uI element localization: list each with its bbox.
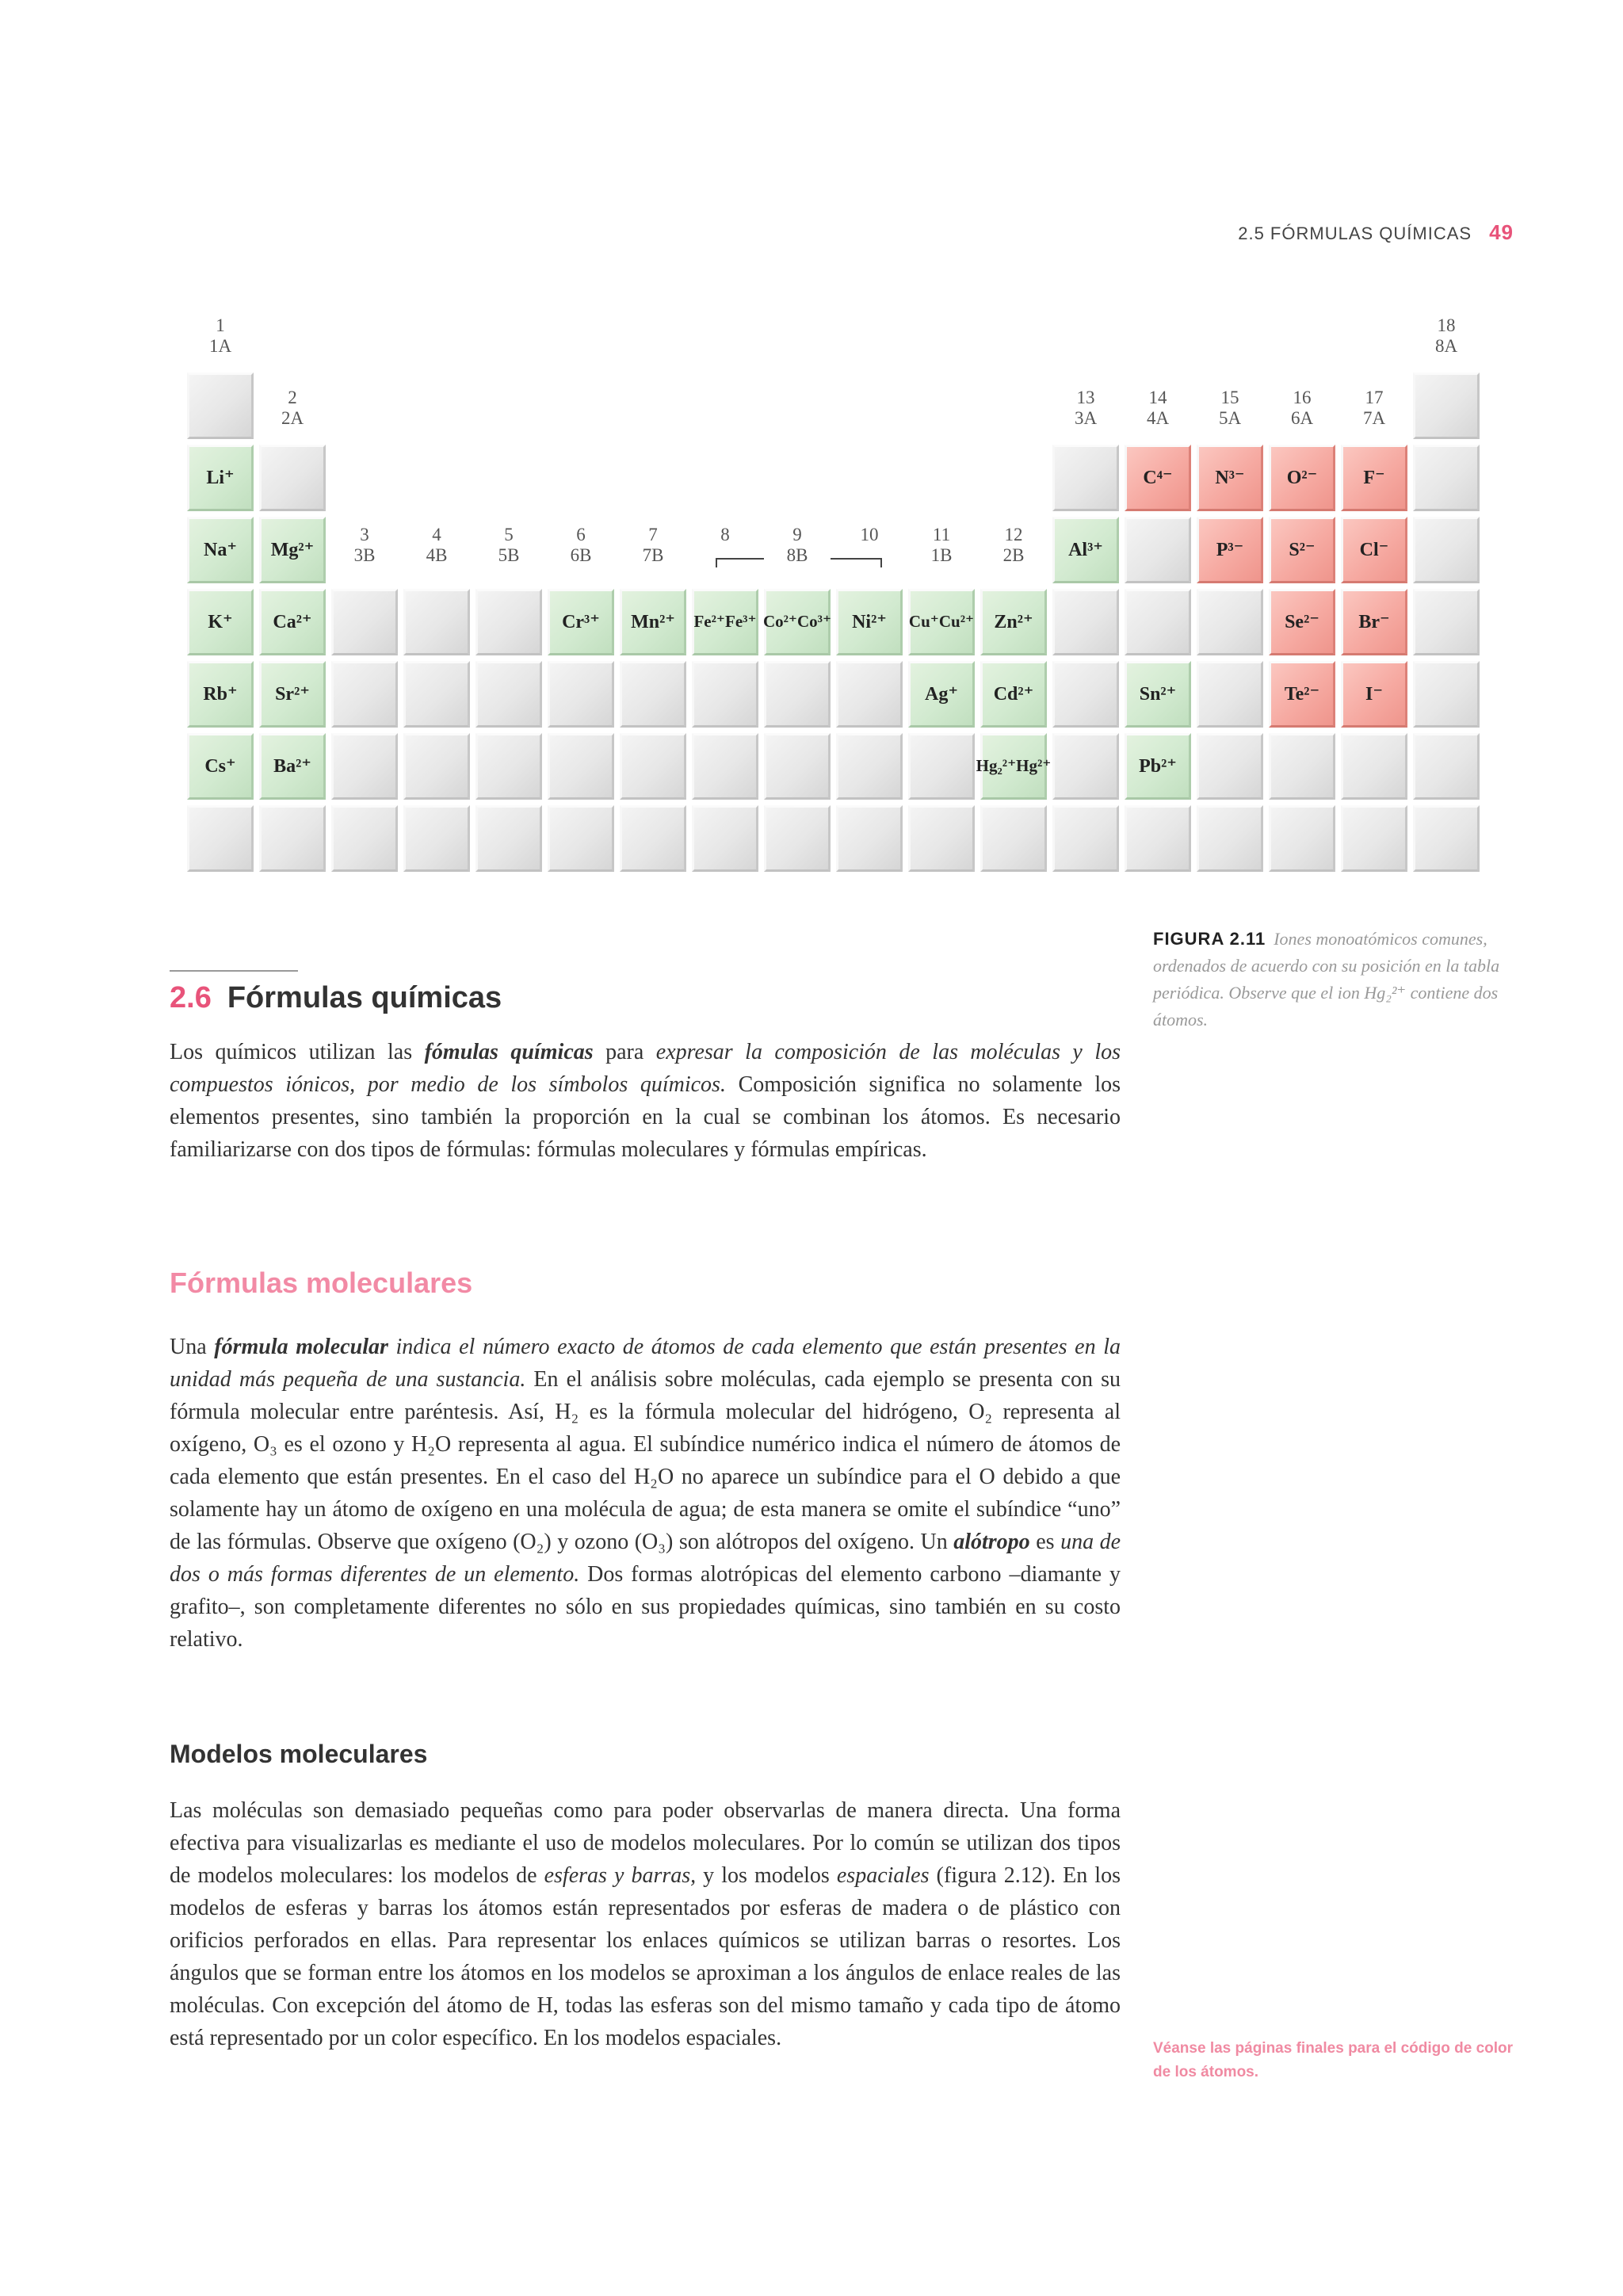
group-number: 14 xyxy=(1148,388,1167,407)
ion-cell-n xyxy=(1197,445,1263,511)
ion-symbol: Zn²⁺ xyxy=(994,611,1033,632)
element-cell-empty xyxy=(836,733,903,800)
ion-symbol: Co³⁺ xyxy=(797,612,832,632)
ion-symbol: Mn²⁺ xyxy=(631,611,675,632)
group-label-1 xyxy=(187,315,254,357)
ion-symbol: Ba²⁺ xyxy=(273,755,311,777)
group-number: 2 xyxy=(288,388,297,407)
group-number: 10 xyxy=(860,525,879,544)
ion-cell-cr xyxy=(548,589,614,655)
section-title: Fórmulas químicas xyxy=(227,981,502,1014)
element-cell-empty xyxy=(1413,733,1480,800)
group-label-6 xyxy=(548,525,614,567)
element-cell-empty xyxy=(620,661,686,728)
text-run: Las moléculas son demasiado pequeñas como para poder observarlas de manera directa. Una forma efectiva para visualizarlas es mediante el uso de modelos moleculares. Por lo común se utilizan dos tipos de modelos moleculares: los modelos de xyxy=(170,1798,1121,1888)
ion-symbol: Cd²⁺ xyxy=(993,683,1034,705)
group-family: 3B xyxy=(353,545,376,566)
group-family: 2A xyxy=(281,408,304,429)
ion-symbol: Al³⁺ xyxy=(1068,539,1103,560)
group-number: 18 xyxy=(1437,315,1456,335)
element-cell-empty xyxy=(908,733,975,800)
element-cell-empty xyxy=(331,733,398,800)
ion-cell-cl xyxy=(1341,517,1407,583)
subsection-heading-molecular: Fórmulas moleculares xyxy=(170,1266,473,1299)
ion-cell-ca xyxy=(259,589,326,655)
group-number: 3 xyxy=(360,525,369,544)
group-family: 8A xyxy=(1434,336,1458,357)
element-cell-empty xyxy=(475,661,542,728)
text-run: Los químicos utilizan las xyxy=(170,1040,425,1064)
group-number: 17 xyxy=(1365,388,1384,407)
group-number: 6 xyxy=(576,525,586,544)
group-number: 15 xyxy=(1220,388,1239,407)
element-cell-empty xyxy=(548,805,614,872)
ion-cell-i xyxy=(1341,661,1407,728)
group-label-12 xyxy=(980,525,1047,567)
ion-cell-c xyxy=(1125,445,1191,511)
ion-symbol: Cu²⁺ xyxy=(938,612,975,632)
figure-caption-text: Iones monoatómicos comunes, ordenados de acuerdo con su posición en la tabla periódica. Observe que el ion Hg₂²⁺ contiene dos átomos. xyxy=(1153,929,1500,1030)
ion-cell-sr xyxy=(259,661,326,728)
group-label-14 xyxy=(1125,388,1191,430)
ion-cell-ba xyxy=(259,733,326,800)
element-cell-empty xyxy=(259,805,326,872)
ion-symbol: K⁺ xyxy=(208,611,233,632)
ion-symbol: Mg²⁺ xyxy=(270,539,315,560)
element-cell-empty xyxy=(1197,661,1263,728)
ion-cell-hg xyxy=(976,733,1052,800)
figure-caption xyxy=(1153,926,1514,1033)
ion-symbol: Co²⁺ xyxy=(762,612,797,632)
ion-cell-f xyxy=(1341,445,1407,511)
section-heading xyxy=(170,981,502,1015)
ion-cell-co xyxy=(764,589,831,655)
group-label-11 xyxy=(908,525,975,567)
emphasis: expresar la composición de las moléculas y los compuestos iónicos, por medio de los símbolos químicos. xyxy=(170,1040,1121,1097)
group-family: 2B xyxy=(1002,545,1025,566)
element-cell-empty xyxy=(1413,517,1480,583)
ion-symbol: Cu⁺ xyxy=(908,612,939,632)
ion-symbol: Fe³⁺ xyxy=(725,612,757,632)
group-family: 3A xyxy=(1074,408,1098,429)
group-label-8 xyxy=(692,525,758,545)
ion-cell-se xyxy=(1269,589,1335,655)
element-cell-empty xyxy=(403,589,470,655)
ion-cell-zn xyxy=(980,589,1047,655)
ion-cell-li xyxy=(187,445,254,511)
group-label-13 xyxy=(1052,388,1119,430)
element-cell-empty xyxy=(1413,805,1480,872)
ion-symbol: Pb²⁺ xyxy=(1139,755,1177,777)
group-family: 4B xyxy=(426,545,448,566)
ion-symbol: O²⁻ xyxy=(1286,467,1318,488)
ion-symbol: Br⁻ xyxy=(1358,611,1390,632)
key-term: fórmula molecular xyxy=(214,1335,388,1359)
ion-symbol: Cl⁻ xyxy=(1359,539,1389,560)
ion-symbol: N³⁻ xyxy=(1215,467,1245,488)
element-cell-empty xyxy=(331,661,398,728)
element-cell-empty xyxy=(331,805,398,872)
element-cell-empty xyxy=(836,805,903,872)
element-cell-empty xyxy=(403,661,470,728)
ion-cell-al xyxy=(1052,517,1119,583)
running-head-section: 2.5 FÓRMULAS QUÍMICAS xyxy=(1238,223,1472,243)
element-cell-empty xyxy=(1052,661,1119,728)
ion-cell-cs xyxy=(187,733,254,800)
ion-cell-rb xyxy=(187,661,254,728)
group-label-9 xyxy=(764,525,831,567)
element-cell-empty xyxy=(403,805,470,872)
element-cell-empty xyxy=(1341,733,1407,800)
group-family: 5B xyxy=(498,545,520,566)
element-cell-empty xyxy=(475,805,542,872)
ion-symbol: Se²⁻ xyxy=(1285,611,1319,632)
group-label-10 xyxy=(836,525,903,545)
ion-cell-fe xyxy=(692,589,758,655)
section-number: 2.6 xyxy=(170,981,212,1014)
figure-label: FIGURA 2.11 xyxy=(1153,929,1266,949)
group-number: 1 xyxy=(216,315,225,335)
ion-symbol: Na⁺ xyxy=(204,539,237,560)
ion-symbol: Hg₂²⁺ xyxy=(976,756,1017,776)
group-label-7 xyxy=(620,525,686,567)
element-cell-empty xyxy=(1052,733,1119,800)
ion-cell-br xyxy=(1341,589,1407,655)
group-number: 8 xyxy=(720,525,730,544)
element-cell-empty xyxy=(908,805,975,872)
element-cell-empty xyxy=(475,733,542,800)
element-cell-empty xyxy=(1125,589,1191,655)
element-cell-empty xyxy=(403,733,470,800)
ion-cell-mn xyxy=(620,589,686,655)
text-run: Una xyxy=(170,1335,215,1359)
periodic-table xyxy=(187,315,1495,880)
element-cell-empty xyxy=(1197,733,1263,800)
group-number: 9 xyxy=(792,525,802,544)
models-paragraph xyxy=(170,1794,1121,2054)
element-cell-empty xyxy=(764,805,831,872)
key-term: alótropo xyxy=(953,1530,1030,1554)
ion-symbol: Hg²⁺ xyxy=(1016,756,1052,776)
group-label-17 xyxy=(1341,388,1407,430)
section-rule xyxy=(170,970,298,972)
element-cell-empty xyxy=(1125,517,1191,583)
group-family: 8B xyxy=(764,545,831,566)
element-cell-empty xyxy=(1269,805,1335,872)
ion-cell-ag xyxy=(908,661,975,728)
text-run: es xyxy=(1029,1530,1061,1554)
element-cell-empty xyxy=(764,661,831,728)
molecular-paragraph xyxy=(170,1331,1121,1656)
ion-cell-pb xyxy=(1125,733,1191,800)
element-cell-empty xyxy=(1052,805,1119,872)
ion-symbol: Cs⁺ xyxy=(204,755,236,777)
emphasis: esferas y barras, xyxy=(544,1863,697,1888)
ion-symbol: I⁻ xyxy=(1365,683,1383,705)
element-cell-empty xyxy=(187,805,254,872)
ion-cell-s xyxy=(1269,517,1335,583)
ion-cell-na xyxy=(187,517,254,583)
ion-cell-p xyxy=(1197,517,1263,583)
text-run: y los modelos xyxy=(696,1863,837,1888)
ion-symbol: Cr³⁺ xyxy=(562,611,600,632)
ion-cell-te xyxy=(1269,661,1335,728)
element-cell-empty xyxy=(1052,589,1119,655)
element-cell-empty xyxy=(1052,445,1119,511)
element-cell-empty xyxy=(692,661,758,728)
ion-symbol: F⁻ xyxy=(1363,467,1385,488)
element-cell-empty xyxy=(620,805,686,872)
ion-symbol: Te²⁻ xyxy=(1284,683,1320,705)
element-cell-empty xyxy=(1125,805,1191,872)
group-family: 6B xyxy=(570,545,592,566)
group-family: 1B xyxy=(930,545,953,566)
ion-cell-mg xyxy=(259,517,326,583)
group-number: 5 xyxy=(504,525,514,544)
element-cell-empty xyxy=(259,445,326,511)
ion-symbol: Li⁺ xyxy=(206,467,235,488)
ion-cell-ni xyxy=(836,589,903,655)
element-cell-empty xyxy=(1197,589,1263,655)
group-family: 6A xyxy=(1290,408,1314,429)
ion-symbol: Sn²⁺ xyxy=(1139,683,1177,705)
text-run: Composición significa no solamente los elementos presentes, sino también la proporción en la cual se combinan los átomos. Es necesario familiarizarse con dos tipos de fórmulas: fórmulas moleculares y fórmulas empíricas. xyxy=(170,1072,1121,1162)
element-cell-empty xyxy=(692,805,758,872)
element-cell-empty xyxy=(1413,661,1480,728)
ion-cell-cu xyxy=(908,589,975,655)
element-cell-empty xyxy=(548,661,614,728)
text-run: para xyxy=(593,1040,656,1064)
ion-symbol: Ca²⁺ xyxy=(273,611,312,632)
ion-symbol: Fe²⁺ xyxy=(693,612,725,632)
element-cell-empty xyxy=(187,372,254,439)
text-run: En el análisis sobre moléculas, cada ejemplo se presenta con su fórmula molecular entre paréntesis. Así, H₂ es la fórmula molecular del hidrógeno, O₂ representa al oxígeno, O₃ es el ozono y H₂O representa al agua. El subíndice numérico indica el número de átomos de cada elemento que están presentes. En el caso del H₂O no aparece un subíndice para el O debido a que solamente hay un átomo de oxígeno en una molécula de agua; de esta manera se omite el subíndice “uno” de las fórmulas. Observe que oxígeno (O₂) y ozono (O₃) son alótropos del oxígeno. Un xyxy=(170,1367,1121,1554)
element-cell-empty xyxy=(620,733,686,800)
element-cell-empty xyxy=(1341,805,1407,872)
element-cell-empty xyxy=(980,805,1047,872)
intro-paragraph xyxy=(170,1036,1121,1166)
element-cell-empty xyxy=(475,589,542,655)
element-cell-empty xyxy=(1413,589,1480,655)
emphasis: espaciales xyxy=(836,1863,930,1888)
group-family: 4A xyxy=(1146,408,1170,429)
group-number: 7 xyxy=(648,525,658,544)
ion-cell-sn xyxy=(1125,661,1191,728)
element-cell-empty xyxy=(836,661,903,728)
subsection-heading-models: Modelos moleculares xyxy=(170,1740,428,1768)
ion-symbol: S²⁻ xyxy=(1289,539,1316,560)
group-family: 7B xyxy=(642,545,664,566)
group-number: 11 xyxy=(932,525,951,544)
emphasis: indica el número exacto de átomos de cada elemento que están presentes en la unidad más pequeña de una sustancia. xyxy=(170,1335,1121,1392)
group-number: 16 xyxy=(1293,388,1312,407)
margin-note: Véanse las páginas finales para el código de color de los átomos. xyxy=(1153,2040,1514,2080)
ion-symbol: C⁴⁻ xyxy=(1143,467,1173,488)
element-cell-empty xyxy=(1413,372,1480,439)
element-cell-empty xyxy=(1269,733,1335,800)
group-label-15 xyxy=(1197,388,1263,430)
element-cell-empty xyxy=(692,733,758,800)
key-term: fómulas químicas xyxy=(424,1040,594,1064)
group-label-5 xyxy=(475,525,542,567)
running-head xyxy=(1181,220,1514,245)
group-family: 7A xyxy=(1362,408,1386,429)
ion-symbol: Sr²⁺ xyxy=(275,683,310,705)
group-label-4 xyxy=(403,525,470,567)
element-cell-empty xyxy=(548,733,614,800)
group-family: 1A xyxy=(208,336,232,357)
ion-cell-k xyxy=(187,589,254,655)
ion-symbol: Rb⁺ xyxy=(203,683,238,705)
element-cell-empty xyxy=(331,589,398,655)
text-run: Dos formas alotrópicas del elemento carbono –diamante y grafito–, son completamente diferentes no sólo en sus propiedades químicas, sino también en su costo relativo. xyxy=(170,1562,1121,1652)
ion-symbol: Ag⁺ xyxy=(925,683,958,705)
group-number: 12 xyxy=(1004,525,1023,544)
group-number: 13 xyxy=(1076,388,1095,407)
ion-cell-o xyxy=(1269,445,1335,511)
group-label-16 xyxy=(1269,388,1335,430)
page-number: 49 xyxy=(1489,220,1514,244)
group-label-18 xyxy=(1413,315,1480,357)
element-cell-empty xyxy=(1197,805,1263,872)
ion-cell-cd xyxy=(980,661,1047,728)
group-label-3 xyxy=(331,525,398,567)
ion-symbol: Ni²⁺ xyxy=(852,611,887,632)
element-cell-empty xyxy=(1413,445,1480,511)
element-cell-empty xyxy=(764,733,831,800)
group-number: 4 xyxy=(432,525,441,544)
ion-symbol: P³⁻ xyxy=(1216,539,1244,560)
group-label-2 xyxy=(259,388,326,430)
text-run: (figura 2.12). En los modelos de esferas y barras los átomos están representados por esferas de madera o de plástico con orificios perforados en ellas. Para representar los enlaces químicos se utilizan barras o resortes. Los ángulos que se forman entre los átomos en los modelos se aproximan a los ángulos de enlace reales de las moléculas. Con excepción del átomo de H, todas las esferas son del mismo tamaño y cada tipo de átomo está representado por un color específico. En los modelos espaciales. xyxy=(170,1863,1121,2050)
group-family: 5A xyxy=(1218,408,1242,429)
emphasis: una de dos o más formas diferentes de un elemento. xyxy=(170,1530,1121,1587)
